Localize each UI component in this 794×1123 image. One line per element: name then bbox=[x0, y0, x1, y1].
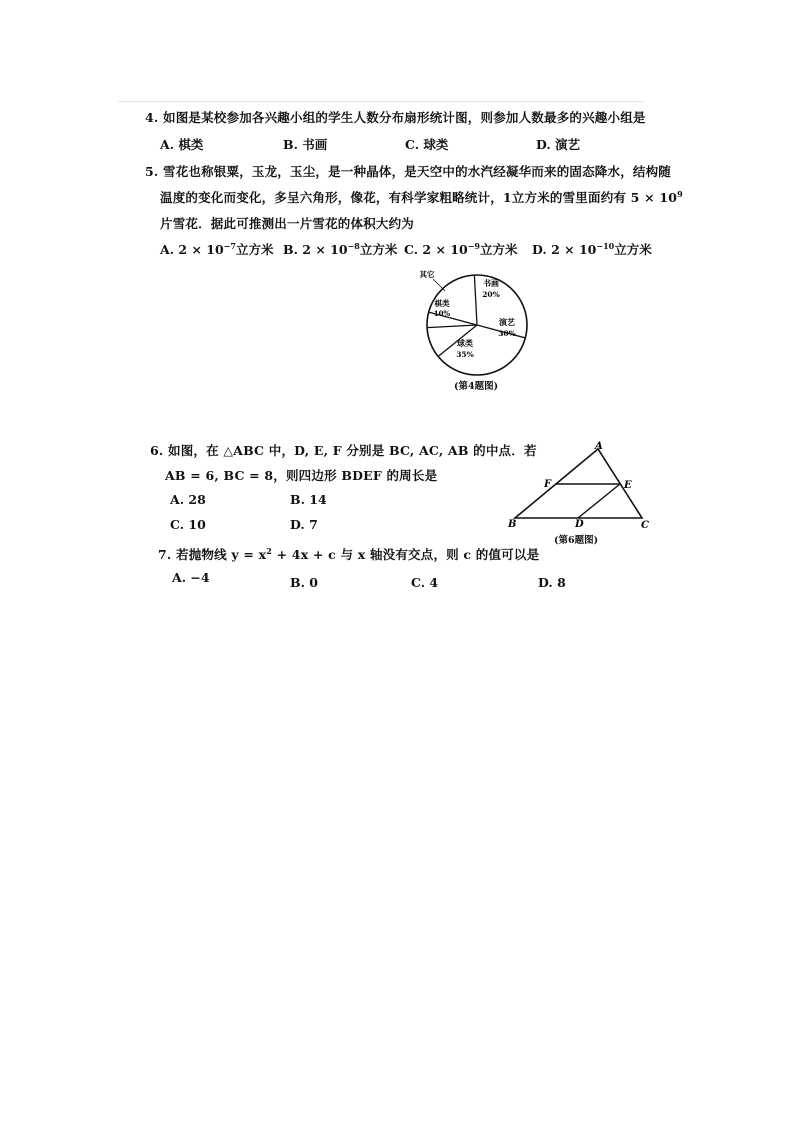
vertex-label-d: D bbox=[575, 519, 584, 530]
pie-pct-yanyi: 30% bbox=[498, 329, 516, 338]
q5-option-d[interactable]: D. $2 \times 10^{-10}$立方米 bbox=[532, 240, 652, 257]
pie-boundary-4 bbox=[427, 325, 477, 328]
q5-option-a[interactable]: A. $2 \times 10^{-7}$立方米 bbox=[160, 240, 274, 257]
q7-option-b[interactable]: B. 0 bbox=[290, 575, 318, 590]
pie-chart-figure bbox=[415, 268, 545, 393]
pie-pct-shuhua: 20% bbox=[482, 290, 500, 299]
segment-ed bbox=[578, 484, 620, 518]
q4-stem: 4. 如图是某校参加各兴趣小组的学生人数分布扇形统计图，则参加人数最多的兴趣小组是 bbox=[145, 110, 646, 125]
q6-line2: AB = 6, BC = 8，则四边形 BDEF 的周长是 bbox=[165, 468, 438, 483]
q7-stem: 7. 若抛物线 $y = x^2 + 4x + c$ 与 x 轴没有交点，则 c 的值可以是 bbox=[158, 545, 540, 562]
pie-pct-qilei: 10% bbox=[433, 309, 451, 318]
q7-option-c[interactable]: C. 4 bbox=[411, 575, 439, 590]
pie-label-qilei: 棋类 bbox=[434, 299, 450, 308]
pie-label-shuhua: 书画 bbox=[483, 278, 499, 288]
pie-boundary-1 bbox=[474, 275, 477, 325]
q5-line1: 5. 雪花也称银粟，玉龙，玉尘，是一种晶体，是天空中的水汽经凝华而来的固态降水，结构随 bbox=[145, 164, 672, 179]
q7-option-d[interactable]: D. 8 bbox=[538, 575, 566, 590]
pie-pct-qiulei: 35% bbox=[456, 350, 474, 359]
pie-caption: (第4题图) bbox=[454, 381, 499, 392]
pie-label-qita: 其它 bbox=[419, 270, 435, 279]
q5-option-c[interactable]: C. $2 \times 10^{-9}$立方米 bbox=[404, 240, 518, 257]
q6-line1: 6. 如图，在 △ABC 中，D, E, F 分别是 BC, AC, AB 的中点．若 bbox=[150, 443, 537, 458]
q6-option-d[interactable]: D. 7 bbox=[290, 517, 318, 532]
q6-option-c[interactable]: C. 10 bbox=[170, 517, 206, 532]
q4-option-d[interactable]: D. 演艺 bbox=[536, 137, 581, 152]
header-rule bbox=[118, 101, 643, 102]
q4-option-c[interactable]: C. 球类 bbox=[405, 137, 449, 152]
q4-option-a[interactable]: A. 棋类 bbox=[160, 137, 204, 152]
vertex-label-a: A bbox=[595, 441, 603, 452]
q7-option-a[interactable]: A. −4 bbox=[172, 570, 210, 585]
triangle-caption: (第6题图) bbox=[554, 535, 599, 546]
vertex-label-e: E bbox=[624, 480, 632, 491]
q4-option-b[interactable]: B. 书画 bbox=[283, 137, 328, 152]
vertex-label-c: C bbox=[641, 520, 649, 531]
vertex-label-b: B bbox=[508, 519, 517, 530]
pie-qita-leader-line bbox=[433, 279, 445, 291]
pie-label-yanyi: 演艺 bbox=[499, 317, 515, 327]
q6-option-a[interactable]: A. 28 bbox=[170, 492, 206, 507]
q5-line3: 片雪花．据此可推测出一片雪花的体积大约为 bbox=[160, 216, 415, 231]
q5-line2: 温度的变化而变化，多呈六角形，像花，有科学家粗略统计，1立方米的雪里面约有 $5 \times 10^9$ bbox=[160, 188, 683, 205]
q5-option-b[interactable]: B. $2 \times 10^{-8}$立方米 bbox=[283, 240, 398, 257]
pie-label-qiulei: 球类 bbox=[457, 338, 473, 348]
vertex-label-f: F bbox=[544, 479, 552, 490]
q6-option-b[interactable]: B. 14 bbox=[290, 492, 327, 507]
